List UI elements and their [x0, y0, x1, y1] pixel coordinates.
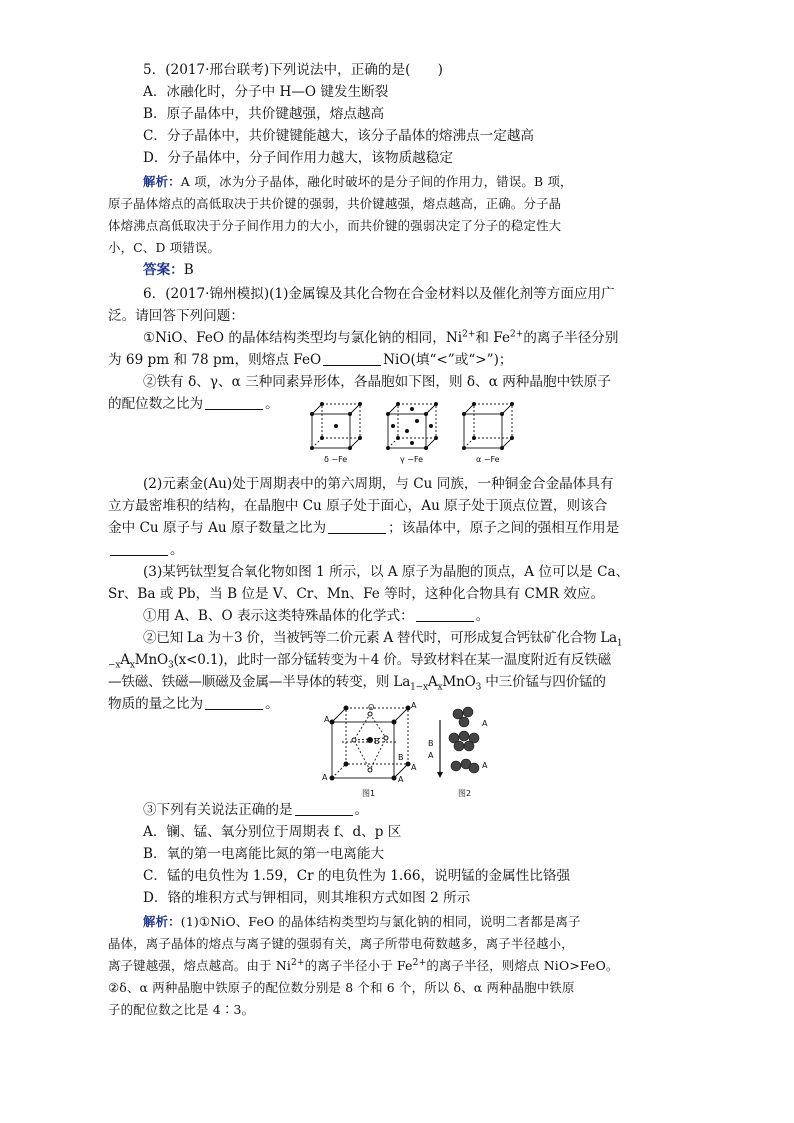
- q6-solution-line-5: 子的配位数之比是 4∶3。: [108, 1002, 255, 1017]
- answer-blank[interactable]: [205, 396, 263, 410]
- text: 金中 Cu 原子与 Au 原子数量之比为: [108, 520, 327, 536]
- fig1-label: A: [398, 775, 404, 784]
- q6-sub2-line-2: [108, 650, 688, 670]
- text: 为 69 pm 和 78 pm，则熔点 FeO: [108, 352, 322, 368]
- fig1-label: A: [322, 773, 328, 782]
- text: ①用 A、B、O 表示这类特殊晶体的化学式：: [143, 608, 414, 624]
- fig2-label: A: [482, 761, 488, 770]
- fig-label-alpha: α −Fe: [476, 455, 500, 464]
- text: ③下列有关说法正确的是: [143, 802, 293, 818]
- fig1-label: A: [411, 763, 417, 772]
- q5-option-b: B．原子晶体中，共价键越强，熔点越高: [143, 106, 385, 122]
- text: 。: [475, 608, 490, 624]
- subscript: 3: [167, 660, 174, 671]
- superscript: 2+: [412, 957, 427, 968]
- q6-part4-line-2: Sr、Ba 或 Pb，当 B 位是 V、Cr、Mn、Fe 等时，这种化合物具有 CMR 效应。: [108, 586, 605, 602]
- q6-sub2-line-3: [108, 672, 688, 692]
- q6-part1-line-1: [143, 328, 688, 348]
- q6-sub1: [143, 606, 688, 626]
- fig1-caption: 图1: [362, 789, 376, 798]
- fig1-label: A: [411, 701, 417, 710]
- text: ②已知 La 为＋3 价，当被钙等二价元素 A 替代时，可形成复合钙钛矿化合物 La: [143, 630, 617, 646]
- q5-solution-line-3: 体熔沸点高低取决于分子间作用力的大小，而共价键的强弱决定了分子的稳定性大: [108, 218, 562, 233]
- text: (x<0.1)，此时一部分锰转变为＋4 价。导致材料在某一温度附近有反铁磁: [173, 652, 611, 668]
- q5-option-a: A．冰融化时，分子中 H—O 键发生断裂: [143, 84, 389, 100]
- q6-solution-line-3: [108, 956, 688, 976]
- text: ；该晶体中，原子之间的强相互作用是: [388, 520, 620, 536]
- answer-blank[interactable]: [323, 352, 381, 366]
- fig-label-gamma: γ −Fe: [400, 455, 424, 464]
- q6-solution-line-1: [143, 912, 688, 932]
- superscript: 2+: [510, 329, 524, 340]
- fig1-label: O: [368, 703, 375, 712]
- q5-option-d: D．分子晶体中，分子间作用力越大，该物质越稳定: [143, 150, 453, 166]
- text: 的配位数之比为: [108, 396, 204, 412]
- q6-part3-line-2: 立方最密堆积的结构，在晶胞中 Cu 原子处于面心，Au 原子处于顶点位置，则该合: [108, 498, 608, 514]
- q6-option-d: D．铬的堆积方式与钾相同，则其堆积方式如图 2 所示: [143, 890, 471, 906]
- text: 离子键越强，熔点越高。由于 Ni: [108, 958, 292, 973]
- fig2-label: A: [482, 719, 488, 728]
- text: 中三价锰与四价锰的: [481, 674, 606, 690]
- subscript: 1: [616, 638, 623, 649]
- figure-1-atoms: [330, 706, 411, 781]
- text: ①NiO、FeO 的晶体结构类型均与氯化钠的相同，Ni: [143, 330, 463, 346]
- alpha-fe-cell: [464, 404, 512, 448]
- q6-part4-line-1: (3)某钙钛型复合氧化物如图 1 所示，以 A 原子为晶胞的顶点，A 位可以是 Ca、: [143, 564, 630, 580]
- superscript: 2+: [462, 329, 476, 340]
- q5-solution-line-4: 小，C、D 项错误。: [108, 240, 221, 255]
- subscript: 1−x: [410, 682, 428, 693]
- text: 。: [265, 696, 279, 712]
- q6-line-1: 6．(2017·锦州模拟)(1)金属镍及其化合物在合金材料以及催化剂等方面应用广: [143, 286, 615, 302]
- iron-unit-cells-figure: [300, 396, 530, 466]
- q6-line-2: 泛。请回答下列问题：: [108, 308, 244, 324]
- text: 。: [170, 542, 184, 558]
- perovskite-figures: [318, 700, 518, 800]
- fig-label-delta: δ −Fe: [324, 455, 348, 464]
- answer-blank[interactable]: [295, 802, 353, 816]
- arrowhead-icon: [437, 772, 443, 778]
- fig2-label: B: [428, 739, 434, 748]
- text: A: [120, 652, 130, 668]
- answer-blank[interactable]: [328, 520, 386, 534]
- q5-answer: [143, 260, 688, 280]
- subscript: −x: [108, 660, 121, 671]
- q6-part2-line-1: ②铁有 δ、γ、α 三种同素异形体，各晶胞如下图，则 δ、α 两种晶胞中铁原子: [143, 374, 611, 390]
- q6-part3-line-3: [108, 518, 688, 538]
- fig2-caption: 图2: [458, 789, 472, 798]
- fig1-label: B: [374, 737, 380, 746]
- q6-sub2-line-1: [143, 628, 688, 648]
- text: 物质的量之比为: [108, 696, 204, 712]
- answer-blank[interactable]: [205, 696, 263, 710]
- q6-option-b: B．氧的第一电离能比氮的第一电离能大: [143, 846, 385, 862]
- q5-sol-text-1: A 项，冰为分子晶体，融化时破坏的是分子间的作用力，错误。B 项，: [180, 174, 573, 189]
- text: 。: [265, 396, 279, 412]
- q5-stem: 5．(2017·邢台联考)下列说法中，正确的是( ): [143, 62, 443, 78]
- subscript: x: [437, 682, 443, 693]
- q6-part1-line-2: [108, 350, 688, 370]
- q6-solution-line-2: 晶体，离子晶体的熔点与离子键的强弱有关，离子所带电荷数越多，离子半径越小，: [108, 936, 574, 951]
- text: MnO: [442, 674, 476, 690]
- q6-option-c: C．锰的电负性为 1.59，Cr 的电负性为 1.66，说明锰的金属性比铬强: [143, 868, 571, 884]
- q6-solution-line-4: ②δ、α 两种晶胞中铁原子的配位数分别是 8 个和 6 个，所以 δ、α 两种晶胞中铁原: [108, 980, 575, 995]
- solution-label: 解析：: [143, 174, 181, 189]
- subscript: x: [129, 660, 135, 671]
- text: (1)①NiO、FeO 的晶体结构类型均与氯化钠的相同，说明二者都是离子: [180, 914, 581, 929]
- text: A: [427, 674, 438, 690]
- figure-2-spheres: [449, 707, 479, 773]
- solution-label: 解析：: [143, 914, 181, 929]
- answer-blank[interactable]: [416, 608, 474, 622]
- subscript: 3: [475, 682, 482, 693]
- answer-blank[interactable]: [110, 542, 168, 556]
- text: 的离子半径，则熔点 NiO>FeO。: [426, 958, 619, 973]
- text: MnO: [134, 652, 168, 668]
- q5-solution-line-2: 原子晶体熔点的高低取决于共价键的强弱，共价键越强，熔点越高，正确。分子晶: [108, 196, 562, 211]
- answer-value: B: [183, 262, 194, 278]
- superscript: 2+: [291, 957, 305, 968]
- fig1-label: B: [398, 753, 404, 762]
- q6-sub3: [143, 800, 688, 820]
- text: 的离子半径分别: [523, 330, 619, 346]
- q6-part3-line-1: (2)元素金(Au)处于周期表中的第六周期，与 Cu 同族，一种铜金合金晶体具有: [143, 476, 614, 492]
- q6-option-a: A．镧、锰、氧分别位于周期表 f、d、p 区: [143, 824, 402, 840]
- text: NiO(填“<”或“>”)；: [383, 352, 513, 368]
- fig1-label: A: [324, 715, 330, 724]
- q5-option-c: C．分子晶体中，共价键键能越大，该分子晶体的熔沸点一定越高: [143, 128, 535, 144]
- text: —铁磁、铁磁—顺磁及金属—半导体的转变，则 La: [108, 674, 411, 690]
- fig2-label: A: [428, 751, 434, 760]
- text: 。: [354, 802, 369, 818]
- answer-label: 答案：: [143, 262, 184, 278]
- text: 的离子半径小于 Fe: [304, 958, 413, 973]
- q6-part3-line-4: [108, 540, 688, 560]
- q5-solution-line-1: [143, 172, 688, 192]
- text: 和 Fe: [475, 330, 511, 346]
